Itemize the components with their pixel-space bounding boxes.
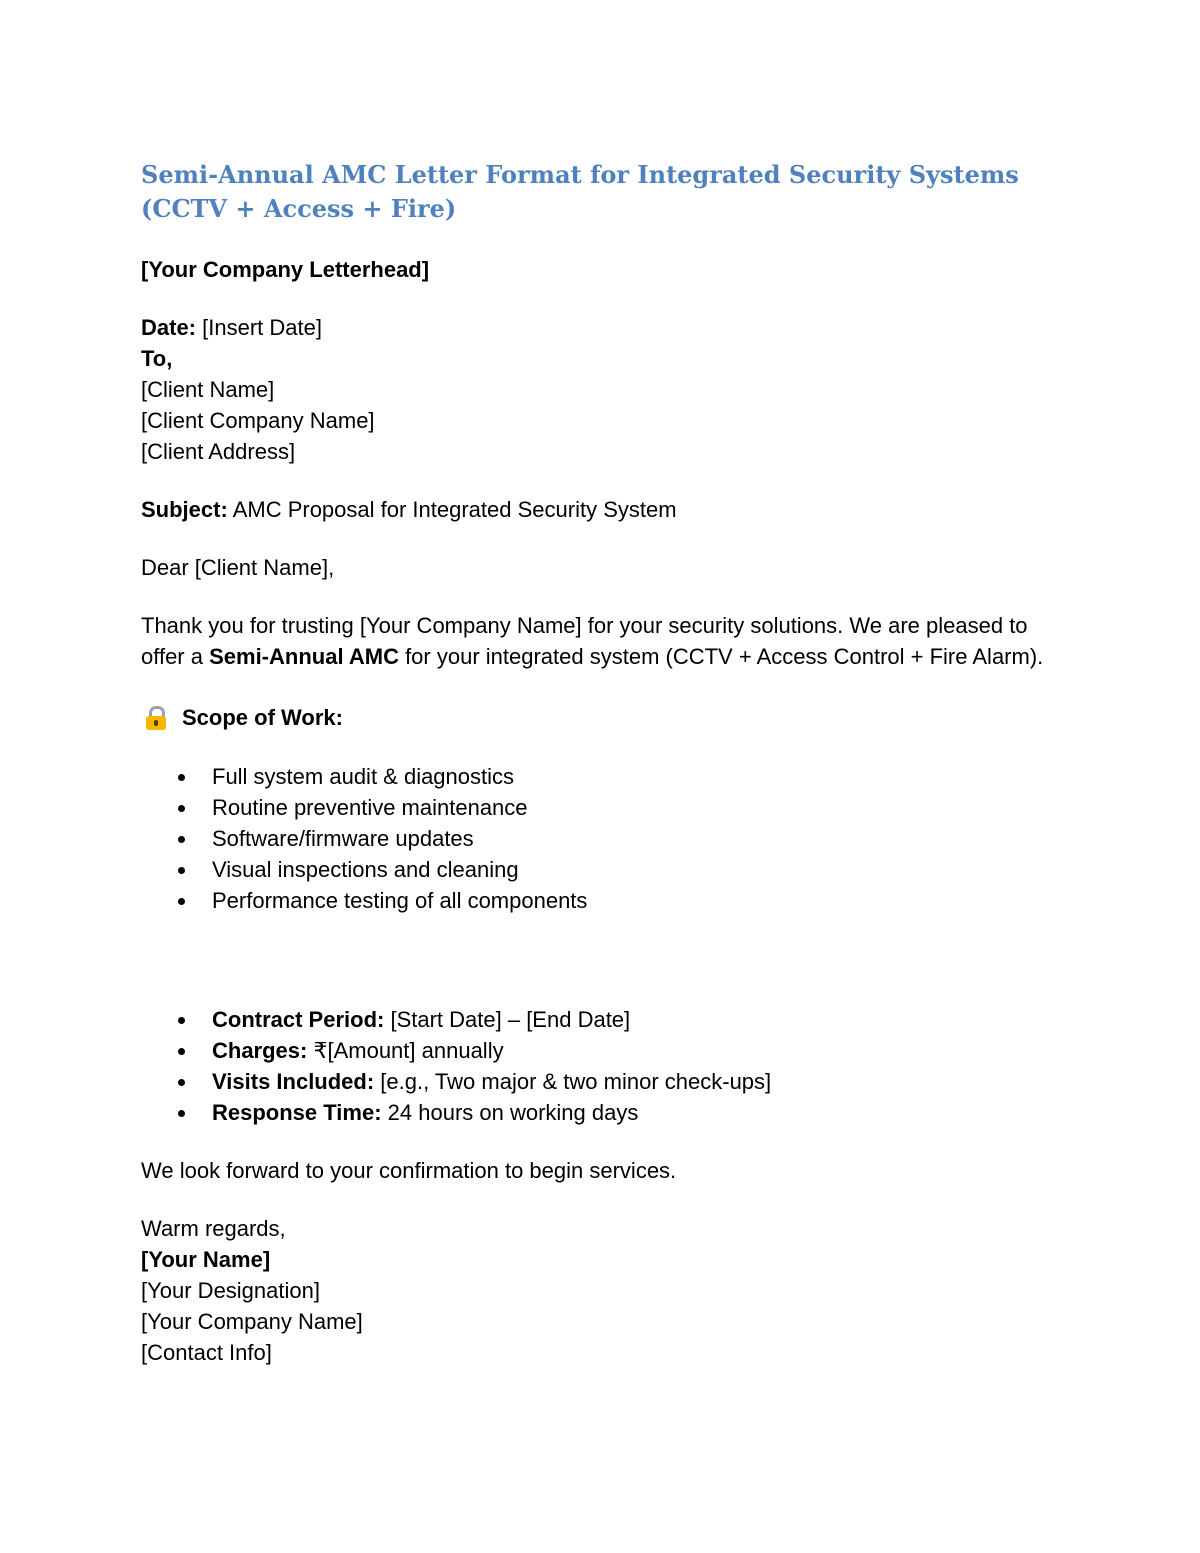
list-item: [141, 1004, 1061, 1035]
letter-page: [141, 158, 1061, 1368]
list-item: [141, 1097, 1061, 1128]
list-item: Routine preventive maintenance: [141, 792, 1061, 823]
list-item: [141, 1066, 1061, 1097]
sender-contact: [Contact Info]: [141, 1340, 272, 1365]
term-value: [Start Date] – [End Date]: [384, 1007, 631, 1032]
sender-company: [Your Company Name]: [141, 1309, 363, 1334]
list-item: Software/firmware updates: [141, 823, 1061, 854]
subject-label: Subject:: [141, 497, 228, 522]
client-company-name: [Client Company Name]: [141, 408, 375, 433]
list-item: Performance testing of all components: [141, 885, 1061, 916]
page-title: Semi-Annual AMC Letter Format for Integrated Security Systems (CCTV + Access + Fire): [141, 160, 1019, 223]
term-label: Contract Period:: [212, 1007, 385, 1032]
signoff-block: [141, 1213, 1061, 1368]
sender-name: [Your Name]: [141, 1247, 271, 1272]
intro-text-end: for your integrated system (CCTV + Access Control + Fire Alarm).: [398, 644, 1044, 669]
term-value: 24 hours on working days: [381, 1100, 639, 1125]
term-label: Charges:: [212, 1038, 308, 1063]
date-value: [Insert Date]: [196, 315, 322, 340]
date-label: Date:: [141, 315, 197, 340]
term-value: ₹[Amount] annually: [307, 1038, 504, 1063]
scope-heading-text: Scope of Work:: [182, 705, 343, 730]
terms-list: [141, 1004, 1061, 1128]
client-address: [Client Address]: [141, 439, 296, 464]
intro-text-start: Thank you for trusting [Your Company Name] for your security solutions. We are pleased to offer a: [141, 613, 1028, 669]
term-value: [e.g., Two major & two minor check-ups]: [374, 1069, 772, 1094]
term-label: Response Time:: [212, 1100, 382, 1125]
intro-bold-text: Semi-Annual AMC: [209, 644, 399, 669]
date-line: [141, 312, 1061, 343]
regards: Warm regards,: [141, 1216, 286, 1241]
scope-heading: [141, 702, 1061, 733]
subject-value: AMC Proposal for Integrated Security System: [227, 497, 677, 522]
intro-paragraph: [141, 610, 1061, 672]
lock-icon: [144, 705, 168, 731]
letterhead-placeholder: [Your Company Letterhead]: [141, 257, 430, 282]
scope-list: [141, 761, 1061, 916]
term-label: Visits Included:: [212, 1069, 375, 1094]
list-item: Visual inspections and cleaning: [141, 854, 1061, 885]
list-item: Full system audit & diagnostics: [141, 761, 1061, 792]
closing-line: We look forward to your confirmation to begin services.: [141, 1158, 677, 1183]
to-label: To,: [141, 346, 173, 371]
salutation: Dear [Client Name],: [141, 555, 335, 580]
subject-line: [141, 494, 1061, 525]
client-name: [Client Name]: [141, 377, 275, 402]
recipient-block: [141, 312, 1061, 467]
list-item: [141, 1035, 1061, 1066]
sender-designation: [Your Designation]: [141, 1278, 320, 1303]
